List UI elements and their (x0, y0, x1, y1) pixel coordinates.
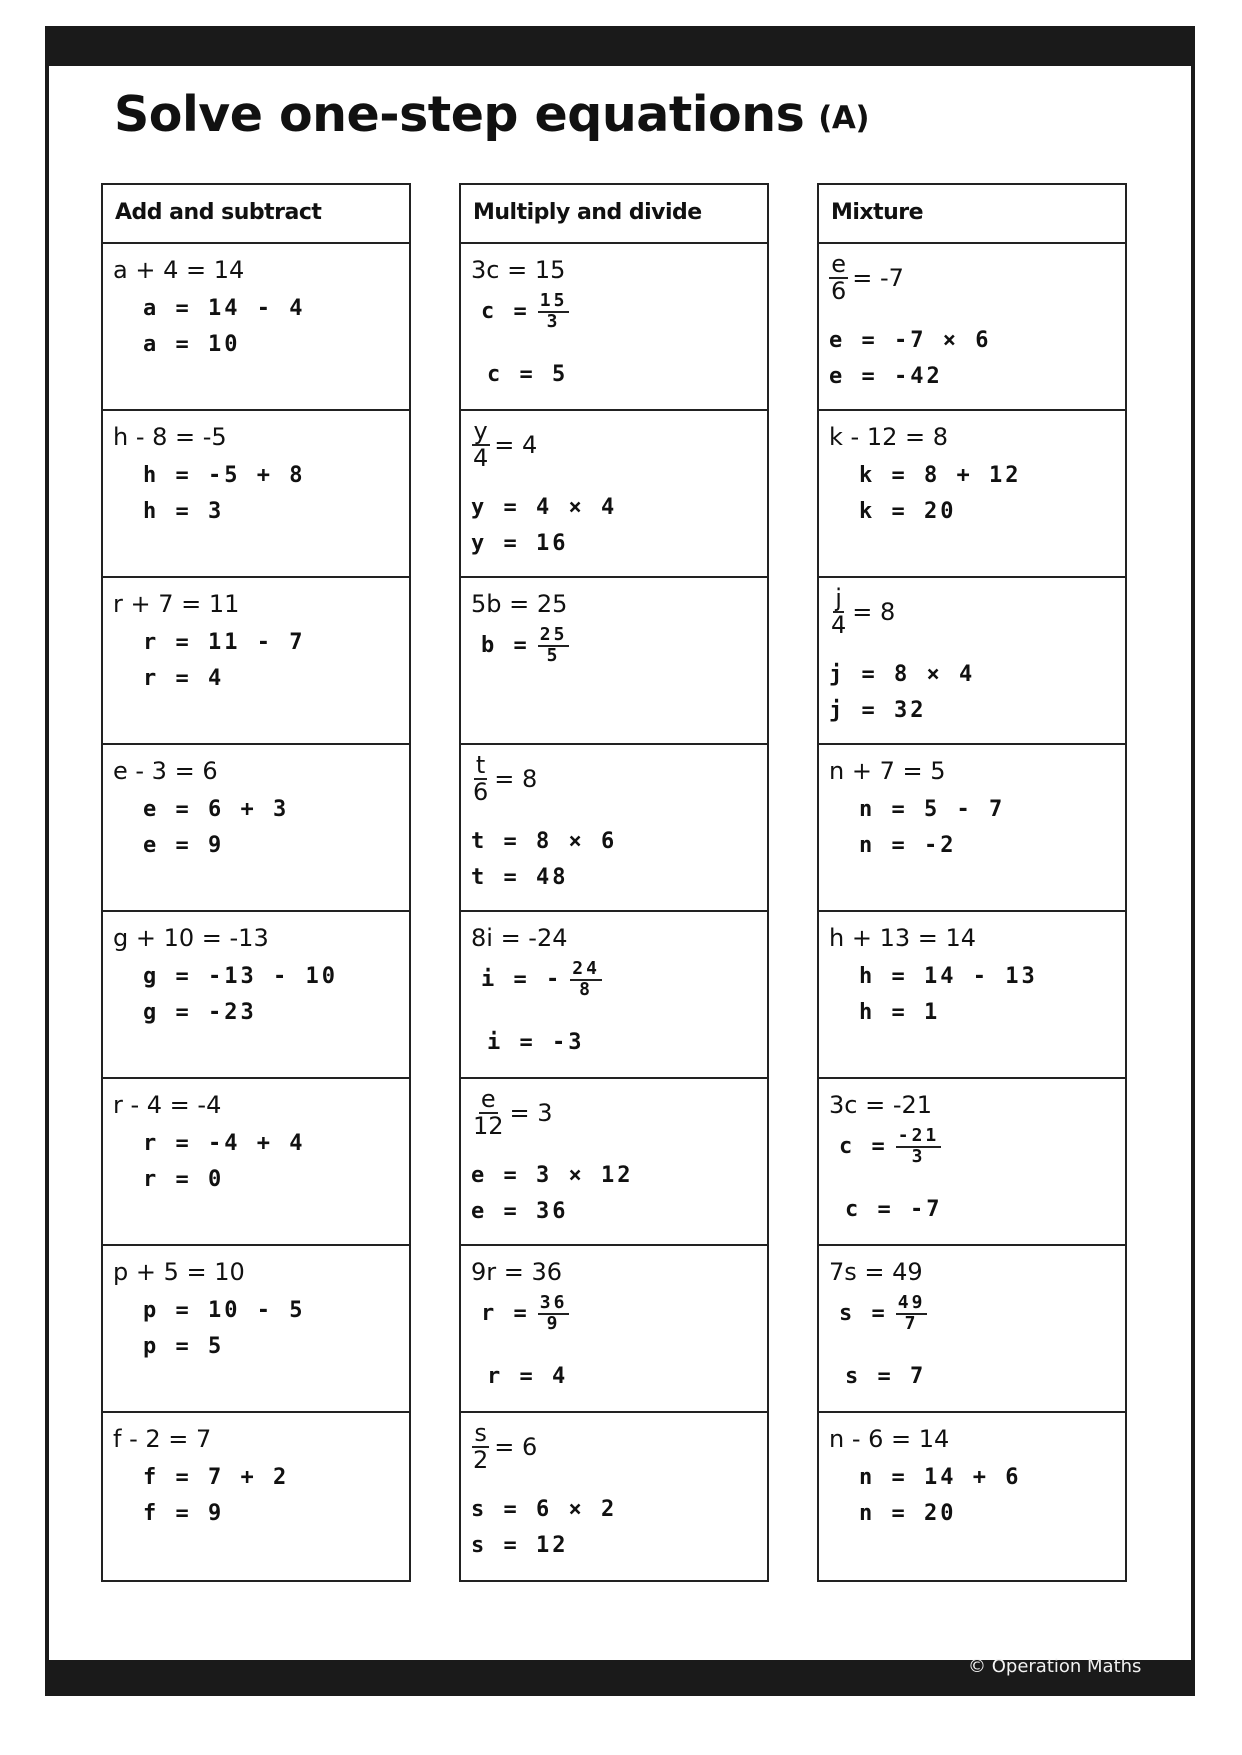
equation-problem: 8i = -24 (471, 924, 568, 952)
column-header: Mixture (819, 185, 1125, 244)
fraction (538, 1294, 570, 1334)
page-top-border (45, 26, 1195, 66)
working-step: h = 1 (859, 1000, 941, 1025)
working-step: r = 0 (143, 1167, 225, 1192)
working-step: s = 12 (471, 1533, 569, 1558)
working-step (481, 1294, 569, 1334)
worksheet-title-suffix: (A) (818, 99, 870, 136)
equation-cell (819, 411, 1125, 578)
working-step: y = 16 (471, 531, 569, 556)
working-step: e = 3 × 12 (471, 1163, 634, 1188)
equation-cell (461, 1079, 767, 1246)
working-step: h = -5 + 8 (143, 463, 306, 488)
fraction-denominator: 8 (579, 978, 593, 1000)
working-step: g = -23 (143, 1000, 257, 1025)
working-step: n = -2 (859, 833, 957, 858)
page-left-border (45, 26, 49, 1696)
working-step (839, 1294, 927, 1334)
fraction-numerator: e (480, 1085, 496, 1113)
working-step: s = 7 (845, 1364, 927, 1389)
equation-problem: e - 3 = 6 (113, 757, 218, 785)
equation-cell (103, 244, 409, 411)
working-step: s = 6 × 2 (471, 1497, 618, 1522)
working-step-lhs: c = (839, 1134, 888, 1160)
equation-cell (103, 912, 409, 1079)
equation-cell (461, 745, 767, 912)
working-step: h = 3 (143, 499, 225, 524)
equation-problem: h + 13 = 14 (829, 924, 977, 952)
fraction (471, 419, 490, 471)
equation-cell (819, 244, 1125, 411)
working-step: c = 5 (487, 362, 569, 387)
working-step (481, 292, 569, 332)
fraction-numerator: 25 (539, 624, 568, 645)
fraction-denominator: 3 (546, 310, 561, 332)
equation-cell (819, 745, 1125, 912)
equation-rhs: = 4 (494, 431, 538, 460)
working-step: c = -7 (845, 1197, 943, 1222)
working-step: g = -13 - 10 (143, 964, 338, 989)
working-step: j = 32 (829, 698, 927, 723)
fraction-denominator: 6 (473, 778, 489, 807)
column-header: Multiply and divide (461, 185, 767, 244)
equation-cell (461, 578, 767, 745)
working-step-lhs: s = (839, 1301, 888, 1327)
working-step: p = 5 (143, 1334, 225, 1359)
fraction (829, 586, 848, 638)
working-step-lhs: r = (481, 1301, 530, 1327)
working-step: k = 20 (859, 499, 957, 524)
fraction-denominator: 7 (904, 1312, 919, 1334)
equation-problem: 9r = 36 (471, 1258, 563, 1286)
equation-rhs: = 3 (509, 1099, 553, 1128)
fraction-numerator: 36 (539, 1292, 568, 1313)
working-step: r = 11 - 7 (143, 630, 306, 655)
working-step: a = 10 (143, 332, 241, 357)
working-step (839, 1127, 941, 1167)
working-step-lhs: i = - (481, 967, 563, 993)
working-step-lhs: c = (481, 299, 530, 325)
equation-cell (819, 1246, 1125, 1413)
working-step: t = 48 (471, 865, 569, 890)
equation-problem (471, 753, 537, 805)
equation-problem: g + 10 = -13 (113, 924, 269, 952)
equation-cell (461, 1413, 767, 1580)
equation-problem (471, 1421, 537, 1473)
equation-problem: h - 8 = -5 (113, 423, 227, 451)
working-step: n = 20 (859, 1501, 957, 1526)
fraction-numerator: e (831, 250, 847, 278)
fraction-numerator: t (475, 751, 486, 779)
equation-cell (461, 244, 767, 411)
fraction-numerator: -21 (897, 1125, 940, 1146)
equation-problem: 5b = 25 (471, 590, 568, 618)
fraction-denominator: 6 (831, 277, 847, 306)
working-step: n = 14 + 6 (859, 1465, 1022, 1490)
fraction-denominator: 2 (473, 1446, 489, 1475)
equation-problem: 3c = 15 (471, 256, 566, 284)
working-step (481, 626, 569, 666)
working-step: a = 14 - 4 (143, 296, 306, 321)
equation-rhs: = 8 (494, 765, 538, 794)
equation-rhs: = 8 (852, 598, 896, 627)
fraction-denominator: 12 (473, 1112, 504, 1141)
column-multiply-divide (459, 183, 769, 1582)
working-step: e = -42 (829, 364, 943, 389)
fraction-denominator: 3 (911, 1145, 926, 1167)
worksheet-title-main: Solve one-step equations (114, 86, 805, 143)
equation-problem: n - 6 = 14 (829, 1425, 950, 1453)
working-step: k = 8 + 12 (859, 463, 1022, 488)
column-header: Add and subtract (103, 185, 409, 244)
fraction (570, 960, 602, 1000)
equation-cell (819, 578, 1125, 745)
fraction-numerator: s (474, 1419, 487, 1447)
fraction-numerator: j (835, 584, 842, 612)
fraction-numerator: 15 (539, 290, 568, 311)
working-step: e = 36 (471, 1199, 569, 1224)
equation-problem: p + 5 = 10 (113, 1258, 245, 1286)
equation-cell (461, 912, 767, 1079)
equation-problem: 3c = -21 (829, 1091, 933, 1119)
working-step: f = 7 + 2 (143, 1465, 290, 1490)
working-step: p = 10 - 5 (143, 1298, 306, 1323)
page-right-border (1191, 26, 1195, 1696)
fraction (829, 252, 848, 304)
working-step: i = -3 (487, 1030, 585, 1055)
working-step: j = 8 × 4 (829, 662, 976, 687)
equation-problem: n + 7 = 5 (829, 757, 946, 785)
fraction (896, 1294, 928, 1334)
equation-cell (103, 578, 409, 745)
working-step: n = 5 - 7 (859, 797, 1006, 822)
equation-problem: f - 2 = 7 (113, 1425, 212, 1453)
fraction-denominator: 4 (831, 611, 847, 640)
column-mixture (817, 183, 1127, 1582)
equation-cell (461, 411, 767, 578)
fraction-numerator: y (473, 417, 488, 445)
working-step: r = 4 (143, 666, 225, 691)
equation-cell (103, 411, 409, 578)
working-step: e = -7 × 6 (829, 328, 992, 353)
fraction-denominator: 9 (546, 1312, 561, 1334)
working-step: e = 6 + 3 (143, 797, 290, 822)
fraction (471, 753, 490, 805)
fraction (471, 1421, 490, 1473)
working-step: t = 8 × 6 (471, 829, 618, 854)
equation-cell (461, 1246, 767, 1413)
fraction (538, 626, 570, 666)
equation-cell (103, 745, 409, 912)
working-step (481, 960, 602, 1000)
equation-problem: 7s = 49 (829, 1258, 923, 1286)
working-step: y = 4 × 4 (471, 495, 618, 520)
equation-problem: r + 7 = 11 (113, 590, 240, 618)
fraction-denominator: 5 (546, 644, 561, 666)
fraction-denominator: 4 (473, 444, 489, 473)
equation-cell (819, 1079, 1125, 1246)
equation-cell (103, 1079, 409, 1246)
working-step: r = 4 (487, 1364, 569, 1389)
fraction (538, 292, 570, 332)
equation-cell (819, 1413, 1125, 1580)
equation-problem (471, 419, 537, 471)
equation-problem (471, 1087, 553, 1139)
fraction (896, 1127, 942, 1167)
working-step-lhs: b = (481, 633, 530, 659)
copyright-footer: © Operation Maths (968, 1656, 1142, 1677)
equation-problem: k - 12 = 8 (829, 423, 948, 451)
worksheet-title (114, 86, 869, 143)
fraction (471, 1087, 506, 1139)
column-add-subtract (101, 183, 411, 1582)
fraction-numerator: 49 (897, 1292, 926, 1313)
fraction-numerator: 24 (572, 958, 600, 979)
equation-problem (829, 586, 895, 638)
equation-problem: a + 4 = 14 (113, 256, 245, 284)
equation-problem: r - 4 = -4 (113, 1091, 222, 1119)
working-step: r = -4 + 4 (143, 1131, 306, 1156)
equation-problem (829, 252, 904, 304)
equation-rhs: = 6 (494, 1433, 538, 1462)
equation-rhs: = -7 (852, 264, 904, 293)
equation-cell (103, 1246, 409, 1413)
working-step: e = 9 (143, 833, 225, 858)
working-step: h = 14 - 13 (859, 964, 1038, 989)
equation-cell (819, 912, 1125, 1079)
working-step: f = 9 (143, 1501, 225, 1526)
equation-cell (103, 1413, 409, 1580)
